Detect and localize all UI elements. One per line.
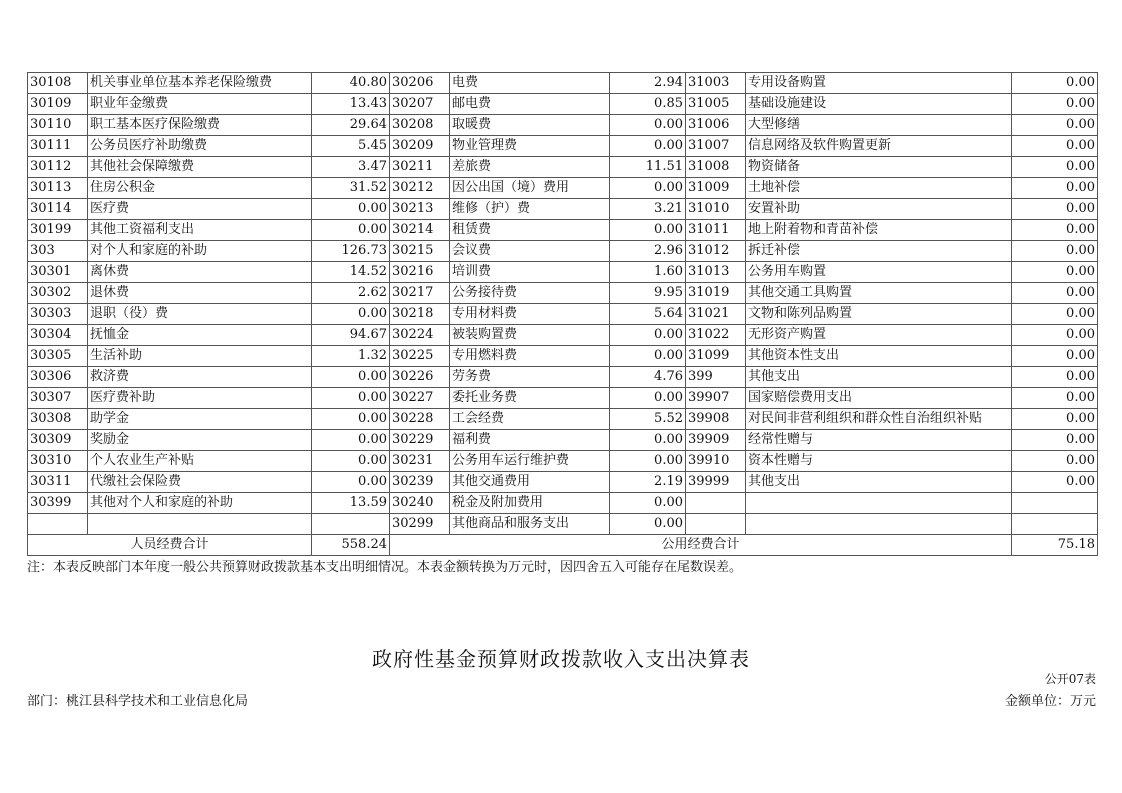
cell-code: 30239 <box>390 472 450 493</box>
cell-code: 30218 <box>390 304 450 325</box>
cell-item-name: 医疗费 <box>88 199 312 220</box>
expenditure-detail-table <box>27 72 1098 556</box>
amount-unit-label: 金额单位：万元 <box>1004 694 1096 709</box>
cell-amount: 0.00 <box>1012 430 1098 451</box>
cell-item-name: 机关事业单位基本养老保险缴费 <box>88 73 312 94</box>
cell-amount <box>1012 514 1098 535</box>
cell-amount: 0.85 <box>610 94 686 115</box>
cell-item-name: 公务用车运行维护费 <box>450 451 610 472</box>
cell-code: 30304 <box>28 325 88 346</box>
cell-amount: 0.00 <box>1012 388 1098 409</box>
next-table-title: 政府性基金预算财政拨款收入支出决算表 <box>372 647 750 671</box>
cell-code: 30206 <box>390 73 450 94</box>
table-row <box>28 304 1098 325</box>
cell-item-name: 被装购置费 <box>450 325 610 346</box>
cell-item-name: 其他支出 <box>746 367 1012 388</box>
cell-item-name: 其他支出 <box>746 472 1012 493</box>
cell-code: 31009 <box>686 178 746 199</box>
cell-item-name: 信息网络及软件购置更新 <box>746 136 1012 157</box>
cell-code: 31010 <box>686 199 746 220</box>
cell-code: 30311 <box>28 472 88 493</box>
cell-amount: 4.76 <box>610 367 686 388</box>
cell-item-name: 职工基本医疗保险缴费 <box>88 115 312 136</box>
cell-item-name: 对民间非营利组织和群众性自治组织补贴 <box>746 409 1012 430</box>
cell-amount <box>312 514 390 535</box>
cell-amount: 11.51 <box>610 157 686 178</box>
cell-amount: 94.67 <box>312 325 390 346</box>
cell-amount: 14.52 <box>312 262 390 283</box>
cell-amount: 0.00 <box>1012 178 1098 199</box>
cell-item-name: 退职（役）费 <box>88 304 312 325</box>
table-row <box>28 283 1098 304</box>
cell-amount: 0.00 <box>1012 346 1098 367</box>
cell-amount: 0.00 <box>1012 220 1098 241</box>
cell-item-name: 住房公积金 <box>88 178 312 199</box>
cell-code: 30208 <box>390 115 450 136</box>
cell-item-name: 奖励金 <box>88 430 312 451</box>
cell-amount: 0.00 <box>312 367 390 388</box>
cell-item-name: 电费 <box>450 73 610 94</box>
cell-item-name: 专用设备购置 <box>746 73 1012 94</box>
cell-code: 39907 <box>686 388 746 409</box>
cell-amount: 0.00 <box>610 430 686 451</box>
cell-code: 31007 <box>686 136 746 157</box>
public-total-value: 75.18 <box>1012 535 1098 556</box>
cell-item-name: 劳务费 <box>450 367 610 388</box>
cell-item-name: 对个人和家庭的补助 <box>88 241 312 262</box>
cell-amount: 0.00 <box>1012 199 1098 220</box>
cell-item-name: 物资储备 <box>746 157 1012 178</box>
cell-amount: 5.52 <box>610 409 686 430</box>
table-row <box>28 73 1098 94</box>
personnel-total-value: 558.24 <box>312 535 390 556</box>
cell-amount: 2.19 <box>610 472 686 493</box>
cell-item-name: 委托业务费 <box>450 388 610 409</box>
cell-item-name: 救济费 <box>88 367 312 388</box>
cell-code: 30110 <box>28 115 88 136</box>
table-note: 注：本表反映部门本年度一般公共预算财政拨款基本支出明细情况。本表金额转换为万元时，因四舍五入可能存在尾数误差。 <box>27 560 743 575</box>
cell-code: 30213 <box>390 199 450 220</box>
cell-code: 30112 <box>28 157 88 178</box>
table-row <box>28 514 1098 535</box>
cell-code <box>686 514 746 535</box>
cell-item-name: 邮电费 <box>450 94 610 115</box>
cell-amount: 0.00 <box>610 388 686 409</box>
cell-item-name: 基础设施建设 <box>746 94 1012 115</box>
cell-item-name: 拆迁补偿 <box>746 241 1012 262</box>
cell-amount: 0.00 <box>1012 304 1098 325</box>
cell-item-name: 职业年金缴费 <box>88 94 312 115</box>
cell-code: 31013 <box>686 262 746 283</box>
cell-code: 30303 <box>28 304 88 325</box>
cell-code: 30299 <box>390 514 450 535</box>
cell-code: 30209 <box>390 136 450 157</box>
cell-amount: 0.00 <box>1012 115 1098 136</box>
cell-item-name: 代缴社会保险费 <box>88 472 312 493</box>
table-code: 公开07表 <box>1044 672 1096 686</box>
cell-amount: 0.00 <box>610 451 686 472</box>
cell-amount: 0.00 <box>1012 262 1098 283</box>
cell-code: 30309 <box>28 430 88 451</box>
cell-item-name: 专用材料费 <box>450 304 610 325</box>
table-row <box>28 136 1098 157</box>
cell-amount: 0.00 <box>610 136 686 157</box>
cell-amount: 2.94 <box>610 73 686 94</box>
cell-item-name: 无形资产购置 <box>746 325 1012 346</box>
cell-amount: 29.64 <box>312 115 390 136</box>
cell-item-name: 地上附着物和青苗补偿 <box>746 220 1012 241</box>
cell-code: 39999 <box>686 472 746 493</box>
cell-item-name: 取暖费 <box>450 115 610 136</box>
cell-code: 30225 <box>390 346 450 367</box>
cell-item-name: 培训费 <box>450 262 610 283</box>
cell-code: 30307 <box>28 388 88 409</box>
cell-item-name: 大型修缮 <box>746 115 1012 136</box>
cell-item-name: 文物和陈列品购置 <box>746 304 1012 325</box>
cell-amount: 0.00 <box>1012 472 1098 493</box>
cell-amount: 0.00 <box>312 430 390 451</box>
cell-item-name <box>746 493 1012 514</box>
table-row <box>28 115 1098 136</box>
cell-item-name: 其他资本性支出 <box>746 346 1012 367</box>
cell-item-name: 其他商品和服务支出 <box>450 514 610 535</box>
cell-amount: 0.00 <box>312 451 390 472</box>
cell-code: 30227 <box>390 388 450 409</box>
cell-amount: 0.00 <box>312 199 390 220</box>
cell-item-name: 其他工资福利支出 <box>88 220 312 241</box>
cell-amount: 31.52 <box>312 178 390 199</box>
table-row <box>28 451 1098 472</box>
cell-amount: 0.00 <box>312 304 390 325</box>
cell-amount: 2.62 <box>312 283 390 304</box>
cell-code: 30240 <box>390 493 450 514</box>
cell-code: 39910 <box>686 451 746 472</box>
cell-code: 30207 <box>390 94 450 115</box>
cell-code: 30310 <box>28 451 88 472</box>
cell-code: 30224 <box>390 325 450 346</box>
cell-code: 30306 <box>28 367 88 388</box>
cell-item-name: 租赁费 <box>450 220 610 241</box>
cell-amount: 13.59 <box>312 493 390 514</box>
cell-item-name <box>88 514 312 535</box>
cell-item-name: 资本性赠与 <box>746 451 1012 472</box>
cell-code: 30308 <box>28 409 88 430</box>
cell-item-name: 离休费 <box>88 262 312 283</box>
table-row <box>28 157 1098 178</box>
cell-amount: 0.00 <box>1012 157 1098 178</box>
cell-amount: 0.00 <box>1012 451 1098 472</box>
cell-amount: 0.00 <box>312 388 390 409</box>
cell-item-name: 维修（护）费 <box>450 199 610 220</box>
table-row <box>28 94 1098 115</box>
cell-code: 31019 <box>686 283 746 304</box>
cell-code: 30229 <box>390 430 450 451</box>
cell-code: 30111 <box>28 136 88 157</box>
cell-code: 30216 <box>390 262 450 283</box>
cell-code: 31003 <box>686 73 746 94</box>
cell-amount: 0.00 <box>610 178 686 199</box>
cell-item-name: 国家赔偿费用支出 <box>746 388 1012 409</box>
cell-code: 30305 <box>28 346 88 367</box>
cell-item-name: 安置补助 <box>746 199 1012 220</box>
cell-code: 30214 <box>390 220 450 241</box>
cell-item-name: 公务接待费 <box>450 283 610 304</box>
cell-code: 30399 <box>28 493 88 514</box>
cell-code: 31099 <box>686 346 746 367</box>
cell-item-name <box>746 514 1012 535</box>
cell-amount: 0.00 <box>1012 325 1098 346</box>
cell-amount: 0.00 <box>1012 409 1098 430</box>
totals-row <box>28 535 1098 556</box>
table-row <box>28 346 1098 367</box>
cell-amount: 0.00 <box>312 472 390 493</box>
table-row <box>28 325 1098 346</box>
cell-code: 30228 <box>390 409 450 430</box>
table-row <box>28 472 1098 493</box>
table-row <box>28 493 1098 514</box>
cell-amount: 0.00 <box>1012 367 1098 388</box>
cell-amount: 0.00 <box>610 346 686 367</box>
cell-amount: 2.96 <box>610 241 686 262</box>
cell-amount: 0.00 <box>1012 94 1098 115</box>
cell-amount: 40.80 <box>312 73 390 94</box>
cell-code: 30108 <box>28 73 88 94</box>
cell-item-name: 其他交通工具购置 <box>746 283 1012 304</box>
cell-code: 39909 <box>686 430 746 451</box>
table-row <box>28 388 1098 409</box>
cell-amount: 5.45 <box>312 136 390 157</box>
cell-item-name: 土地补偿 <box>746 178 1012 199</box>
cell-item-name: 退休费 <box>88 283 312 304</box>
cell-code: 30226 <box>390 367 450 388</box>
cell-item-name: 经常性赠与 <box>746 430 1012 451</box>
cell-amount: 3.47 <box>312 157 390 178</box>
cell-amount: 9.95 <box>610 283 686 304</box>
cell-amount: 13.43 <box>312 94 390 115</box>
table-row <box>28 409 1098 430</box>
cell-item-name: 抚恤金 <box>88 325 312 346</box>
cell-code: 31011 <box>686 220 746 241</box>
table-row <box>28 178 1098 199</box>
table-row <box>28 262 1098 283</box>
cell-item-name: 其他对个人和家庭的补助 <box>88 493 312 514</box>
cell-code: 30302 <box>28 283 88 304</box>
cell-code <box>686 493 746 514</box>
cell-amount: 0.00 <box>610 325 686 346</box>
table-body <box>28 73 1098 535</box>
cell-code: 303 <box>28 241 88 262</box>
cell-code: 30114 <box>28 199 88 220</box>
cell-item-name: 税金及附加费用 <box>450 493 610 514</box>
cell-item-name: 公务员医疗补助缴费 <box>88 136 312 157</box>
cell-code: 31008 <box>686 157 746 178</box>
cell-code: 30109 <box>28 94 88 115</box>
cell-code: 30217 <box>390 283 450 304</box>
cell-item-name: 个人农业生产补贴 <box>88 451 312 472</box>
cell-item-name: 其他社会保障缴费 <box>88 157 312 178</box>
cell-code: 31022 <box>686 325 746 346</box>
table-row <box>28 199 1098 220</box>
cell-code: 30199 <box>28 220 88 241</box>
cell-item-name: 生活补助 <box>88 346 312 367</box>
cell-code: 31006 <box>686 115 746 136</box>
department-label: 部门：桃江县科学技术和工业信息化局 <box>27 694 249 709</box>
cell-item-name: 物业管理费 <box>450 136 610 157</box>
cell-code: 399 <box>686 367 746 388</box>
table-row <box>28 430 1098 451</box>
cell-amount: 3.21 <box>610 199 686 220</box>
cell-item-name: 会议费 <box>450 241 610 262</box>
cell-code: 31021 <box>686 304 746 325</box>
cell-item-name: 公务用车购置 <box>746 262 1012 283</box>
cell-code: 39908 <box>686 409 746 430</box>
cell-amount: 1.32 <box>312 346 390 367</box>
public-total-label: 公用经费合计 <box>390 535 1012 556</box>
cell-amount: 5.64 <box>610 304 686 325</box>
cell-code: 30301 <box>28 262 88 283</box>
cell-amount: 0.00 <box>312 409 390 430</box>
cell-item-name: 专用燃料费 <box>450 346 610 367</box>
cell-amount <box>1012 493 1098 514</box>
cell-amount: 0.00 <box>610 220 686 241</box>
cell-code: 31012 <box>686 241 746 262</box>
cell-amount: 0.00 <box>610 115 686 136</box>
cell-amount: 0.00 <box>1012 73 1098 94</box>
cell-item-name: 差旅费 <box>450 157 610 178</box>
cell-item-name: 助学金 <box>88 409 312 430</box>
table-row <box>28 220 1098 241</box>
cell-item-name: 工会经费 <box>450 409 610 430</box>
cell-amount: 0.00 <box>610 514 686 535</box>
cell-amount: 0.00 <box>610 493 686 514</box>
cell-code: 30113 <box>28 178 88 199</box>
cell-amount: 1.60 <box>610 262 686 283</box>
cell-item-name: 医疗费补助 <box>88 388 312 409</box>
cell-amount: 0.00 <box>1012 136 1098 157</box>
cell-amount: 0.00 <box>312 220 390 241</box>
cell-item-name: 因公出国（境）费用 <box>450 178 610 199</box>
cell-code: 30231 <box>390 451 450 472</box>
cell-item-name: 福利费 <box>450 430 610 451</box>
cell-code: 31005 <box>686 94 746 115</box>
cell-amount: 0.00 <box>1012 283 1098 304</box>
table-row <box>28 241 1098 262</box>
cell-code: 30215 <box>390 241 450 262</box>
cell-code: 30212 <box>390 178 450 199</box>
cell-amount: 0.00 <box>1012 241 1098 262</box>
cell-code <box>28 514 88 535</box>
personnel-total-label: 人员经费合计 <box>28 535 312 556</box>
table-row <box>28 367 1098 388</box>
cell-code: 30211 <box>390 157 450 178</box>
cell-item-name: 其他交通费用 <box>450 472 610 493</box>
cell-amount: 126.73 <box>312 241 390 262</box>
